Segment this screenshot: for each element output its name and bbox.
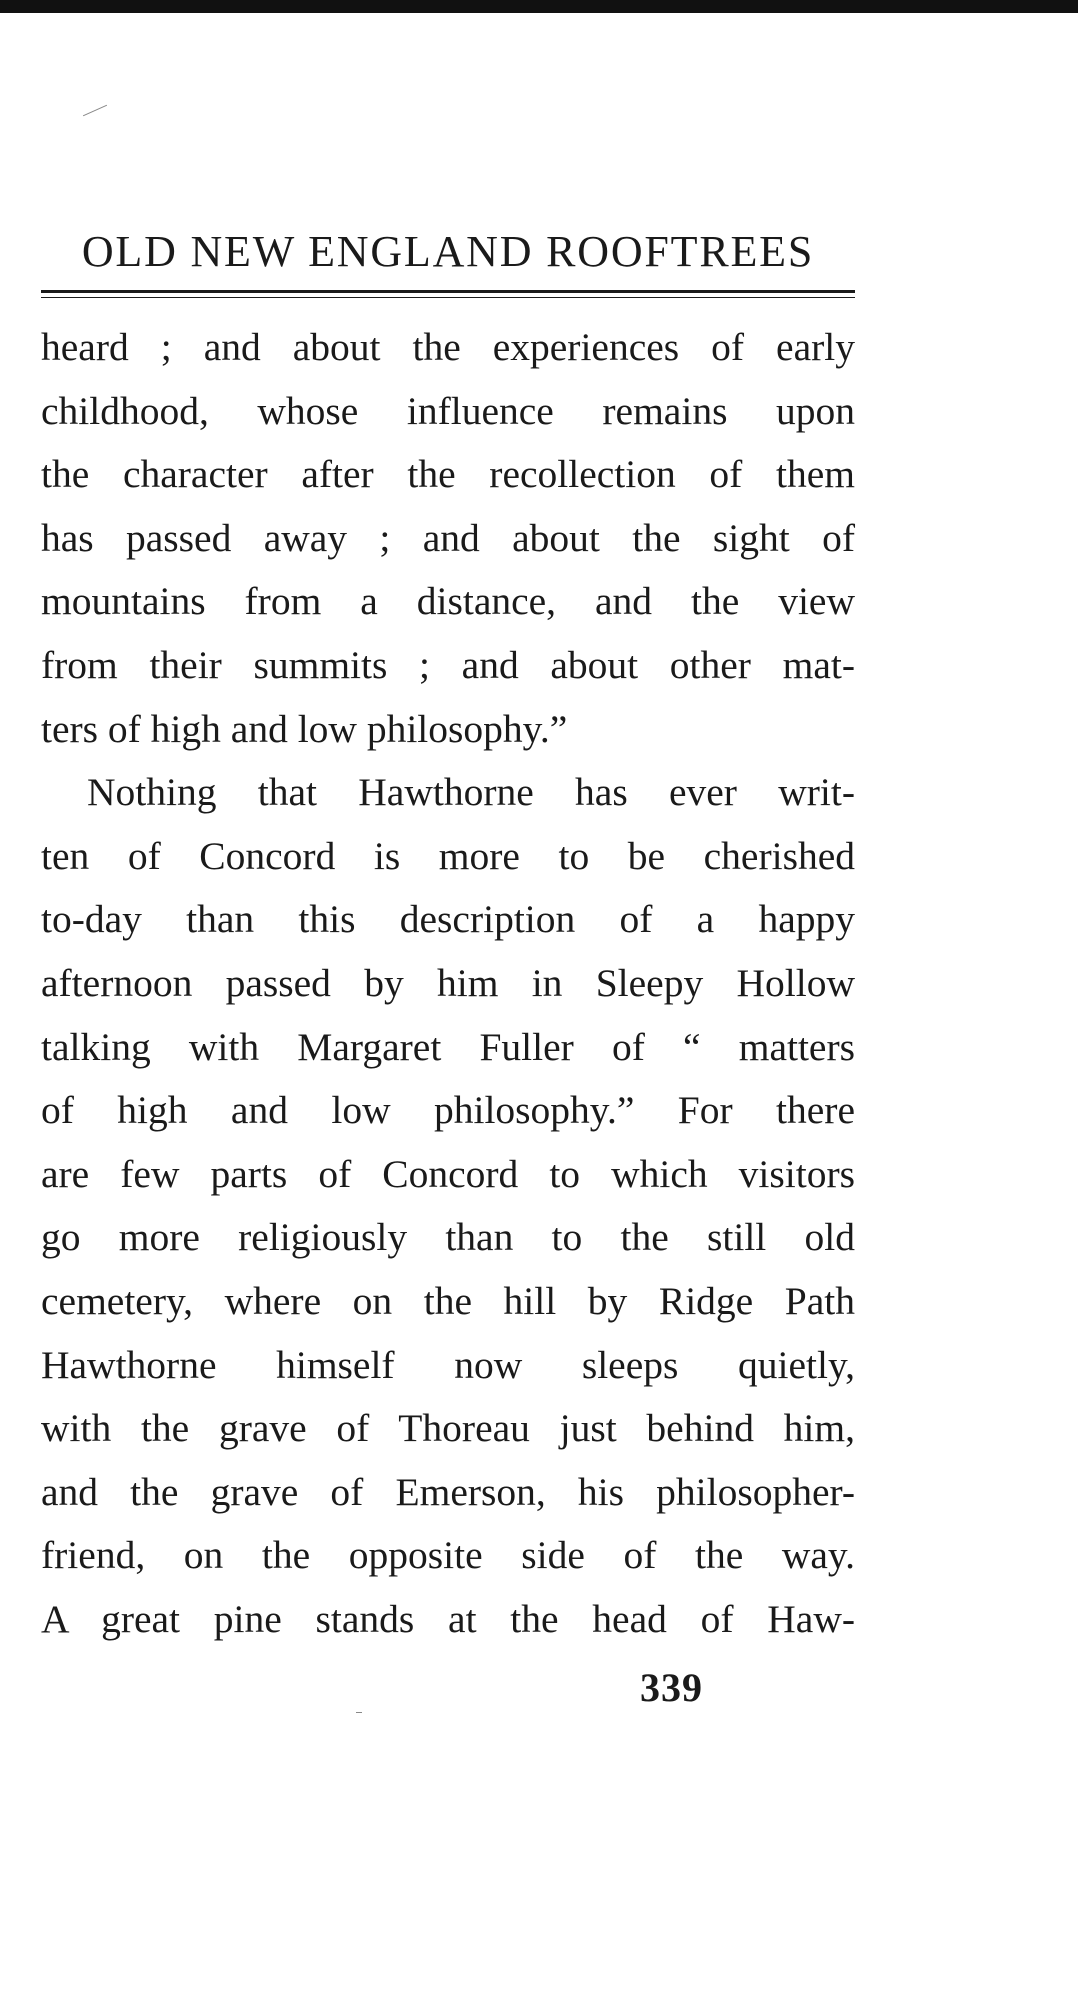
text-line: A great pine stands at the head of Haw- xyxy=(41,1596,855,1641)
text-line: ten of Concord is more to be cherished xyxy=(41,833,855,878)
paragraph-2 xyxy=(41,761,855,1651)
text-line: go more religiously than to the still old xyxy=(41,1215,855,1260)
book-page xyxy=(41,228,855,1651)
header-double-rule xyxy=(41,290,855,298)
top-edge-rule xyxy=(0,0,1078,13)
text-line: from their summits ; and about other mat- xyxy=(41,642,855,687)
text-line: has passed away ; and about the sight of xyxy=(41,515,855,560)
text-line: Nothing that Hawthorne has ever writ- xyxy=(87,770,855,815)
text-line: childhood, whose influence remains upon xyxy=(41,388,855,433)
text-line: mountains from a distance, and the view xyxy=(41,579,855,624)
page-number: 339 xyxy=(640,1665,703,1710)
text-line: of high and low philosophy.” For there xyxy=(41,1088,855,1133)
text-line: to-day than this description of a happy xyxy=(41,897,855,942)
text-line: ters of high and low philosophy.” xyxy=(41,706,568,751)
paragraph-1 xyxy=(41,316,855,761)
body-text xyxy=(41,316,855,1651)
text-line: friend, on the opposite side of the way. xyxy=(41,1533,855,1578)
running-head: OLD NEW ENGLAND ROOFTREES xyxy=(81,227,815,276)
text-line: and the grave of Emerson, his philosopher- xyxy=(41,1469,855,1514)
scan-speck xyxy=(83,105,107,116)
text-line: cemetery, where on the hill by Ridge Path xyxy=(41,1278,855,1323)
text-line: afternoon passed by him in Sleepy Hollow xyxy=(41,960,855,1005)
text-line: the character after the recollection of them xyxy=(41,452,855,497)
text-line: are few parts of Concord to which visitors xyxy=(41,1151,855,1196)
text-line: talking with Margaret Fuller of “ matters xyxy=(41,1024,855,1069)
scan-speck xyxy=(356,1712,362,1713)
text-line: heard ; and about the experiences of early xyxy=(41,325,855,369)
text-line: Hawthorne himself now sleeps quietly, xyxy=(41,1342,855,1387)
text-line: with the grave of Thoreau just behind him, xyxy=(41,1406,855,1451)
